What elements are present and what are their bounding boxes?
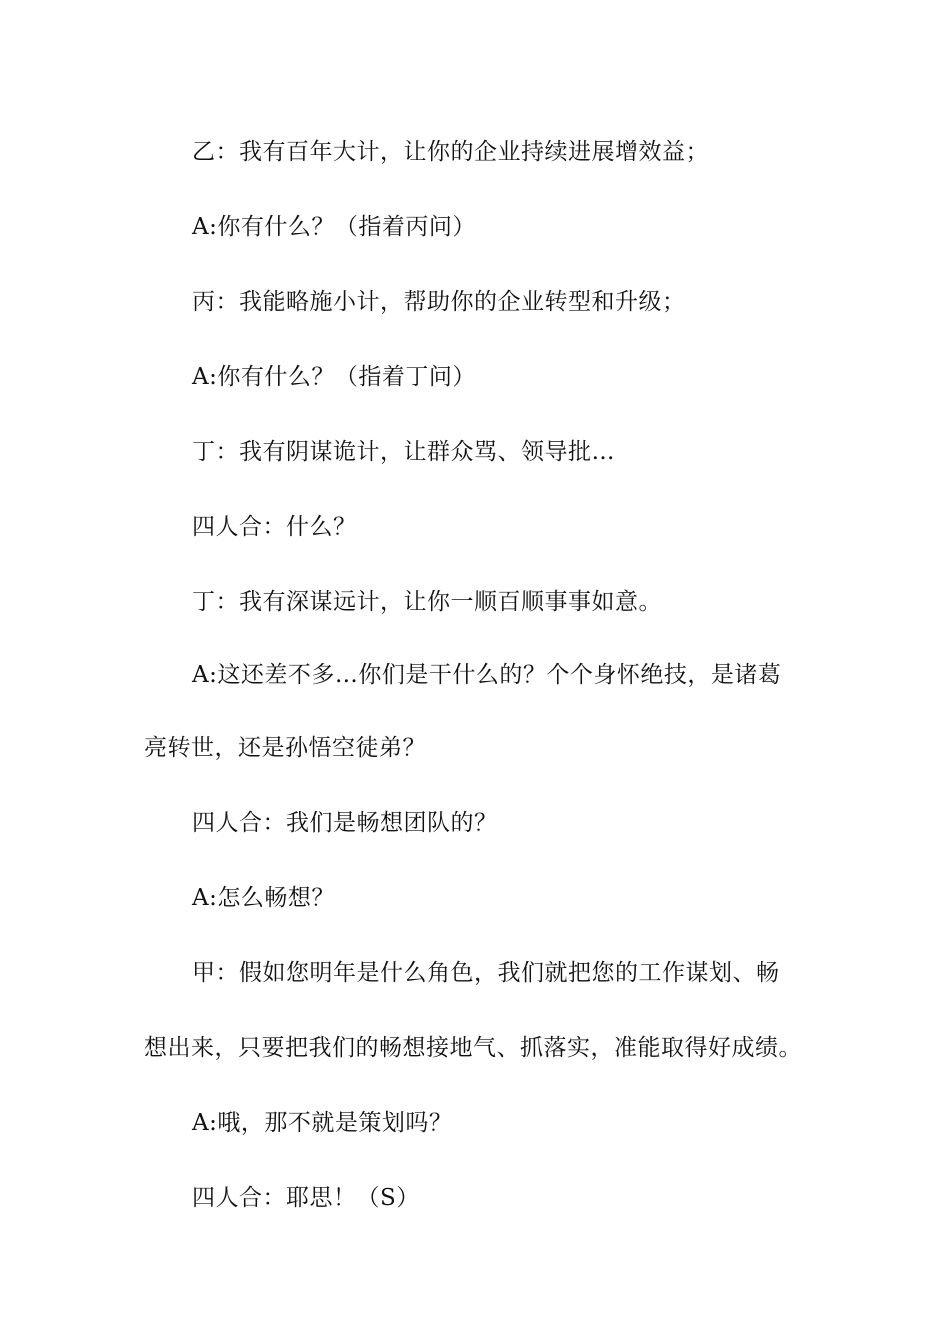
dialogue-line-all-2: 四人合：我们是畅想团队的？ <box>192 810 498 836</box>
dialogue-line-a-planning: A:哦，那不就是策划吗？ <box>192 1110 453 1136</box>
dialogue-line-all-1: 四人合：什么？ <box>192 514 357 540</box>
dialogue-line-bing: 丙：我能略施小计，帮助你的企业转型和升级； <box>192 289 686 315</box>
dialogue-line-jia: 甲：假如您明年是什么角色，我们就把您的工作谋划、畅 <box>192 960 780 986</box>
dialogue-line-all-3: 四人合：耶思！（S） <box>192 1185 420 1211</box>
dialogue-line-a-ask-ding: A:你有什么？（指着丁问） <box>192 364 476 390</box>
dialogue-line-a-ask-bing: A:你有什么？（指着丙问） <box>192 214 476 240</box>
dialogue-line-a-how: A:怎么畅想？ <box>192 885 335 911</box>
dialogue-line-ding-2: 丁：我有深谋远计，让你一顺百顺事事如意。 <box>192 589 662 615</box>
dialogue-line-jia-cont: 想出来，只要把我们的畅想接地气、抓落实，准能取得好成绩。 <box>144 1035 802 1061</box>
dialogue-line-a-question: A:这还差不多…你们是干什么的？个个身怀绝技，是诸葛 <box>192 662 782 688</box>
dialogue-line-a-question-cont: 亮转世，还是孙悟空徒弟？ <box>144 735 426 761</box>
dialogue-line-ding-1: 丁：我有阴谋诡计，让群众骂、领导批… <box>192 439 615 465</box>
dialogue-line-yi: 乙：我有百年大计，让你的企业持续进展增效益； <box>192 139 709 165</box>
